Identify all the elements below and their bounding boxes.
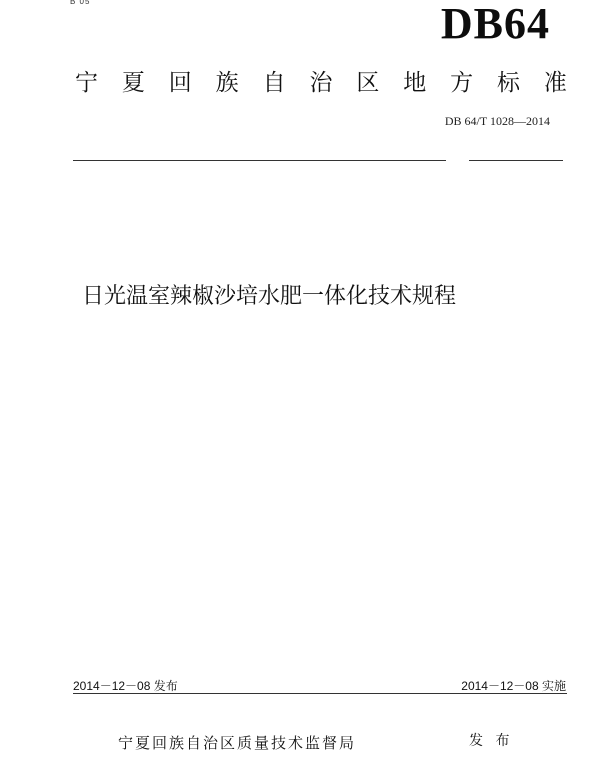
corner-code: B 05	[70, 0, 91, 6]
header-divider-left	[73, 160, 446, 161]
standard-type-heading	[75, 68, 567, 98]
publisher-name: 宁夏回族自治区质量技术监督局	[118, 734, 357, 752]
issue-date: 2014－12－08 发布	[73, 679, 178, 693]
heading-char: 族	[215, 70, 239, 96]
footer-divider	[73, 693, 567, 694]
heading-char: 夏	[121, 70, 145, 96]
heading-char: 地	[403, 70, 427, 96]
header-divider-right	[469, 160, 563, 161]
standard-number: DB 64/T 1028—2014	[444, 114, 550, 128]
heading-char: 回	[168, 70, 192, 96]
heading-char: 治	[309, 70, 333, 96]
heading-char: 宁	[75, 70, 98, 96]
heading-char: 区	[356, 70, 380, 96]
publish-label: 发 布	[469, 733, 514, 749]
standard-logo: DB64	[440, 0, 550, 48]
heading-char: 准	[543, 70, 567, 96]
heading-char: 方	[450, 70, 474, 96]
heading-char: 自	[262, 70, 286, 96]
heading-char: 标	[497, 70, 521, 96]
effective-date: 2014－12－08 实施	[461, 679, 566, 693]
document-title: 日光温室辣椒沙培水肥一体化技术规程	[82, 284, 457, 309]
